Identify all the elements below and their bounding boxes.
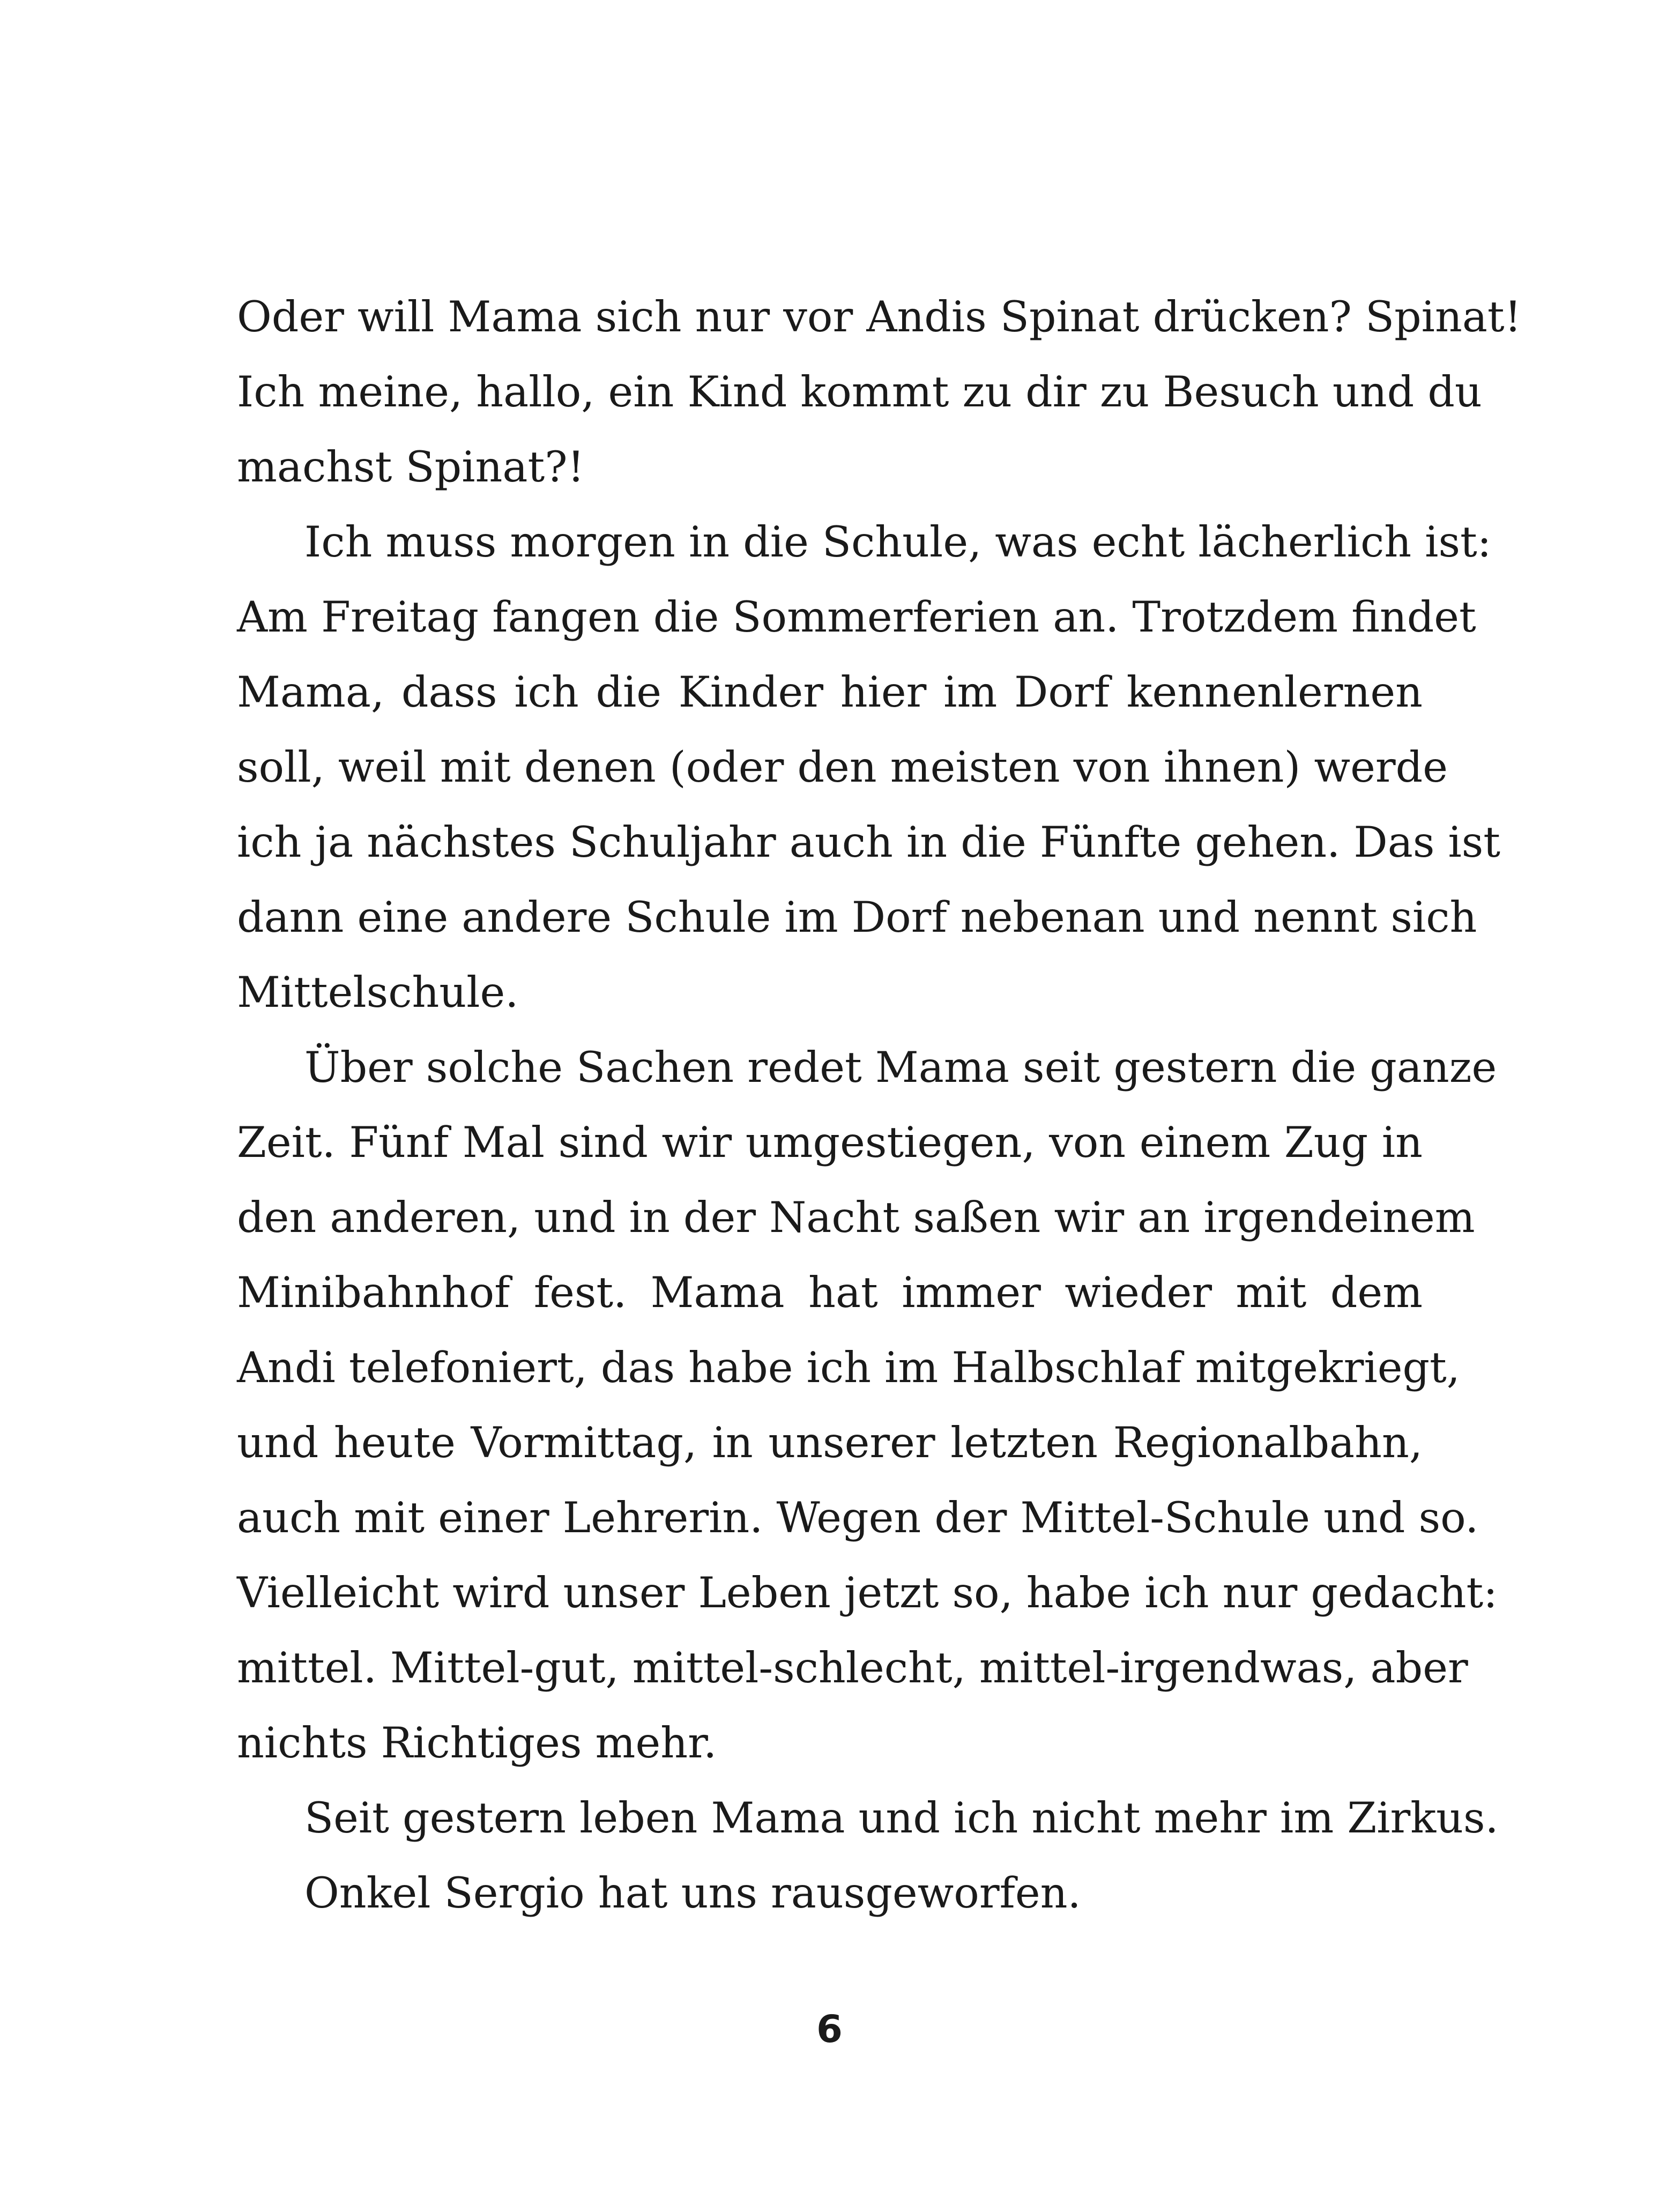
text-line: machst Spinat?!	[237, 442, 585, 492]
body-text	[237, 279, 1522, 1931]
text-line: den anderen, und in der Nacht saßen wir an irgendeinem	[237, 1193, 1475, 1242]
text-line: Mama, dass ich die Kinder hier im Dorf kennenlernen	[237, 667, 1423, 717]
text-line: und heute Vormittag, in unserer letzten Regionalbahn,	[237, 1418, 1423, 1467]
text-line: Am Freitag fangen die Sommerferien an. Trotzdem findet	[237, 592, 1476, 642]
text-line: soll, weil mit denen (oder den meisten von ihnen) werde	[237, 743, 1448, 792]
text-line: ich ja nächstes Schuljahr auch in die Fünfte gehen. Das ist	[237, 818, 1501, 867]
text-line: Vielleicht wird unser Leben jetzt so, habe ich nur gedacht:	[237, 1568, 1498, 1617]
text-line: Oder will Mama sich nur vor Andis Spinat drücken? Spinat!	[237, 292, 1522, 342]
text-line: mittel. Mittel-gut, mittel-schlecht, mittel-irgendwas, aber	[237, 1643, 1468, 1693]
paragraph-first-line: Onkel Sergio hat uns rausgeworfen.	[304, 1868, 1081, 1918]
text-line: Zeit. Fünf Mal sind wir umgestiegen, von einem Zug in	[237, 1118, 1423, 1167]
text-line: Andi telefoniert, das habe ich im Halbschlaf mitgekriegt,	[237, 1343, 1460, 1392]
text-line: auch mit einer Lehrerin. Wegen der Mittel-Schule und so.	[237, 1493, 1479, 1542]
paragraph-first-line: Ich muss morgen in die Schule, was echt lächerlich ist:	[304, 517, 1492, 567]
page-number: 6	[816, 2007, 843, 2051]
paragraph-first-line: Über solche Sachen redet Mama seit gestern die ganze	[304, 1043, 1497, 1092]
text-line: nichts Richtiges mehr.	[237, 1718, 717, 1768]
text-line: Mittelschule.	[237, 968, 519, 1017]
text-line: dann eine andere Schule im Dorf nebenan und nennt sich	[237, 893, 1477, 942]
paragraph-first-line: Seit gestern leben Mama und ich nicht mehr im Zirkus.	[304, 1793, 1499, 1843]
text-line: Ich meine, hallo, ein Kind kommt zu dir zu Besuch und du	[237, 367, 1482, 417]
text-line: Minibahnhof fest. Mama hat immer wieder mit dem	[237, 1268, 1423, 1317]
